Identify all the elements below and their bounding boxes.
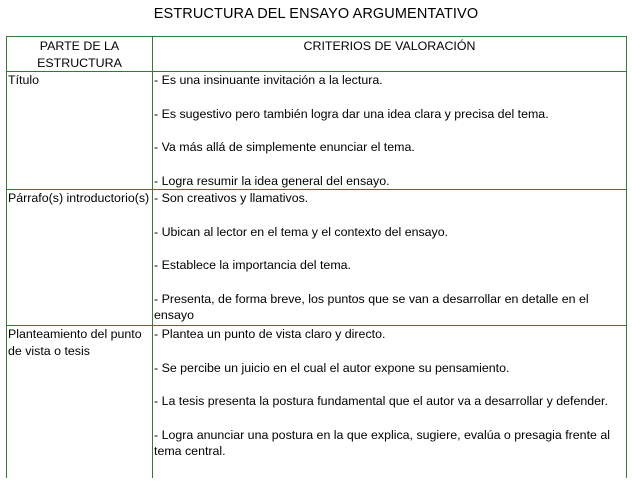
criteria-cell [153,72,627,190]
criterion-item: - Ubican al lector en el tema y el contexto del ensayo. [154,224,449,239]
criterion-item: - La tesis presenta la postura fundamental que el autor va a desarrollar y defender. [154,394,608,408]
criterion-item: - Va más allá de simplemente enunciar el tema. [154,140,415,154]
criterion-item: - Establece la importancia del tema. [154,258,351,272]
criterion-item: - Se percibe un juicio en el cual el autor expone su pensamiento. [154,360,510,375]
table-row-tesis [7,326,627,478]
document-title: ESTRUCTURA DEL ENSAYO ARGUMENTATIVO [153,6,479,22]
table-row-parrafo [7,190,627,326]
header-row [7,37,627,72]
criterion-item: - Logra anunciar una postura en la que explica, sugiere, evalúa o presagia frente al tema central. [154,427,610,458]
criterion-item: - Presenta, de forma breve, los puntos que se van a desarrollar en detalle en el ensayo [154,291,589,322]
criteria-cell [153,326,627,478]
part-cell: Título [7,72,153,190]
criterion-item: - Logra resumir la idea general del ensayo. [154,173,390,188]
table-row-titulo [7,72,627,190]
part-cell: Planteamiento del punto de vista o tesis [7,326,153,478]
criterion-item: - Es sugestivo pero también logra dar una idea clara y precisa del tema. [154,106,549,121]
rubric-table [6,36,627,478]
criterion-item: - Es una insinuante invitación a la lectura. [154,73,383,87]
header-part: PARTE DE LA ESTRUCTURA [7,37,153,72]
part-cell: Párrafo(s) introductorio(s) [7,190,153,326]
criterion-item: - Plantea un punto de vista claro y directo. [154,327,386,341]
header-criteria: CRITERIOS DE VALORACIÓN [153,37,627,72]
criteria-cell [153,190,627,326]
criterion-item: - Son creativos y llamativos. [154,191,309,205]
